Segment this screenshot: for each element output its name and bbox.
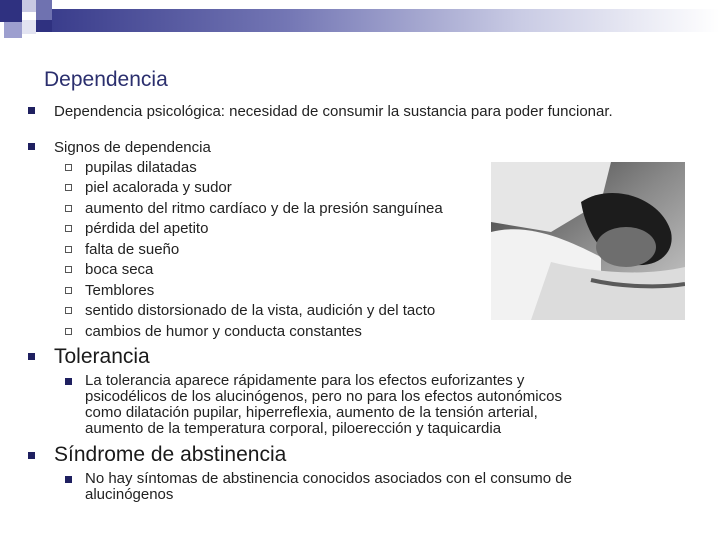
sub-bullet-marker bbox=[65, 266, 72, 273]
bullet-marker bbox=[28, 143, 35, 150]
sub-bullet-marker bbox=[65, 287, 72, 294]
header-gradient-bar bbox=[52, 9, 720, 32]
slide-title: Dependencia bbox=[44, 68, 168, 91]
sign-item: pupilas dilatadas bbox=[85, 159, 197, 176]
sub-bullet-marker bbox=[65, 246, 72, 253]
sub-bullet-marker bbox=[65, 328, 72, 335]
header-decoration bbox=[0, 0, 720, 40]
sign-item: boca seca bbox=[85, 261, 154, 278]
abstinencia-line: alucinógenos bbox=[85, 486, 174, 503]
abstinencia-line: No hay síntomas de abstinencia conocidos asociados con el consumo de bbox=[85, 470, 572, 487]
sign-item: sentido distorsionado de la vista, audición y del tacto bbox=[85, 302, 436, 319]
bullet-signos: Signos de dependencia bbox=[54, 139, 211, 156]
tolerancia-line: La tolerancia aparece rápidamente para los efectos euforizantes y bbox=[85, 372, 525, 389]
sign-item: aumento del ritmo cardíaco y de la presión sanguínea bbox=[85, 200, 443, 217]
heading-abstinencia: Síndrome de abstinencia bbox=[54, 443, 287, 466]
decor-square bbox=[4, 22, 22, 38]
bullet-marker bbox=[28, 452, 35, 459]
sub-bullet-marker bbox=[65, 205, 72, 212]
tolerancia-line: psicodélicos de los alucinógenos, pero no para los efectos autonómicos bbox=[85, 388, 562, 405]
decor-square bbox=[0, 0, 22, 22]
bullet-marker bbox=[65, 378, 72, 385]
sub-bullet-marker bbox=[65, 307, 72, 314]
heading-tolerancia: Tolerancia bbox=[54, 345, 150, 368]
decor-square bbox=[36, 20, 52, 32]
decor-square bbox=[36, 0, 52, 20]
sign-item: cambios de humor y conducta constantes bbox=[85, 323, 362, 340]
bullet-marker bbox=[28, 107, 35, 114]
tolerancia-line: como dilatación pupilar, hiperreflexia, aumento de la tensión arterial, bbox=[85, 404, 538, 421]
decor-square bbox=[22, 0, 36, 12]
sub-bullet-marker bbox=[65, 164, 72, 171]
sub-bullet-marker bbox=[65, 184, 72, 191]
sign-item: Temblores bbox=[85, 282, 155, 299]
photo-image bbox=[491, 162, 685, 320]
sign-item: pérdida del apetito bbox=[85, 220, 209, 237]
sign-item: falta de sueño bbox=[85, 241, 180, 258]
bullet-dependencia-psicologica: Dependencia psicológica: necesidad de consumir la sustancia para poder funcionar. bbox=[54, 103, 613, 120]
sign-item: piel acalorada y sudor bbox=[85, 179, 232, 196]
bullet-marker bbox=[65, 476, 72, 483]
sub-bullet-marker bbox=[65, 225, 72, 232]
bullet-marker bbox=[28, 353, 35, 360]
decor-square bbox=[22, 20, 36, 34]
photo-person-resting bbox=[491, 162, 685, 320]
tolerancia-line: aumento de la temperatura corporal, piloerección y taquicardia bbox=[85, 420, 502, 437]
